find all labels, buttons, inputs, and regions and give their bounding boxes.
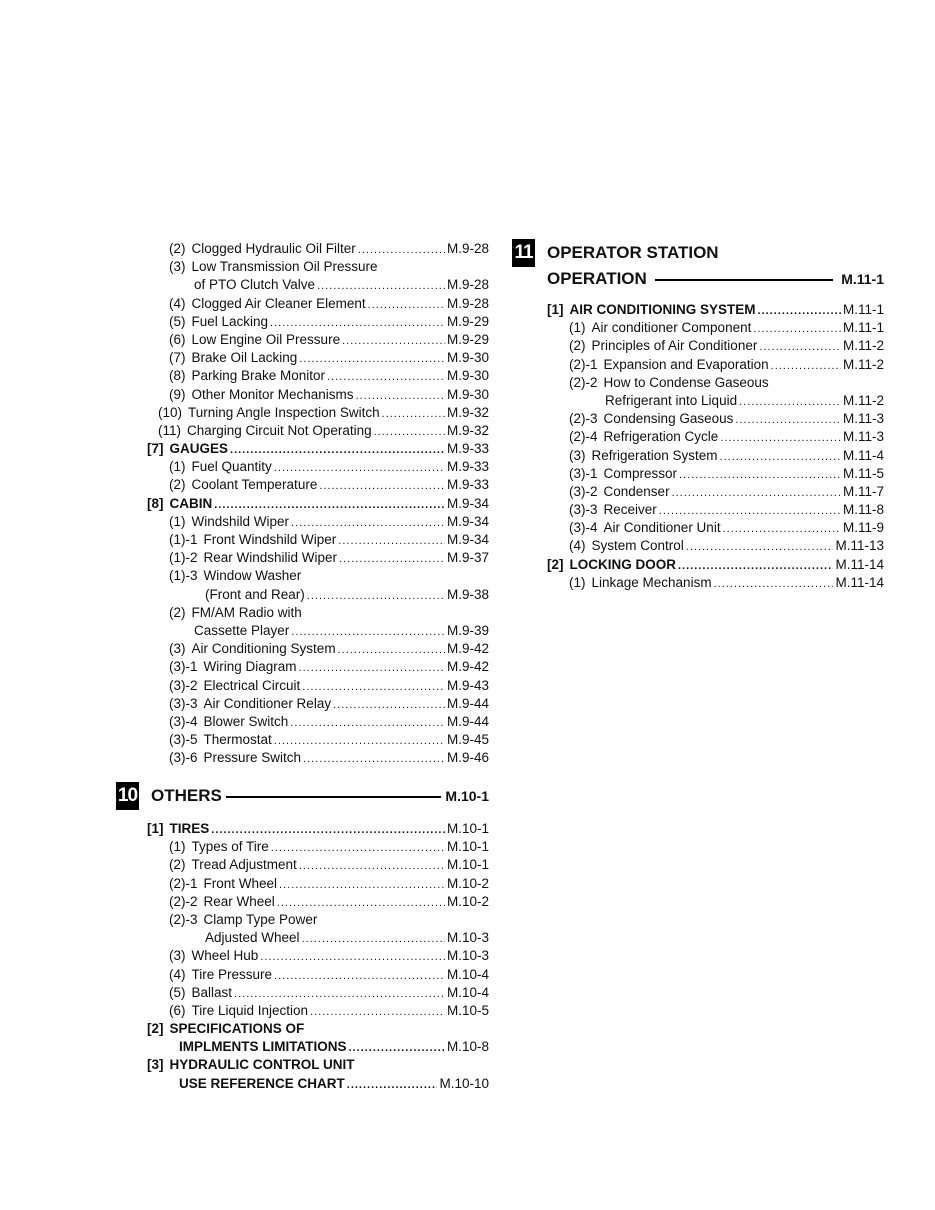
toc-entry [547,320,884,338]
toc-entry-title: Low Transmission Oil Pressure [191,259,378,275]
toc-entry-number: (2)-2 [169,893,198,909]
toc-entry-number: (6) [169,331,186,347]
toc-entry-number: (3)-2 [169,677,198,693]
toc-entry-page: M.11-8 [842,502,884,518]
toc-entry-page: M.10-5 [446,1002,489,1018]
toc-entry-page: M.10-4 [446,966,489,982]
toc-entry-title: Windshild Wiper [191,513,290,529]
toc-entry-number: (3)-2 [569,483,598,499]
toc-entry-page: M.9-42 [446,659,489,675]
toc-entry-title: Blower Switch [203,713,289,729]
toc-entry-page: M.11-7 [842,483,884,499]
toc-entry-page: M.9-44 [446,713,489,729]
toc-leader-dots [739,394,841,408]
toc-leader-dots [720,430,841,444]
toc-entry-title: GAUGES [169,441,229,457]
toc-entry-page: M.10-4 [446,984,489,1000]
toc-entry-number: (3)-1 [169,659,198,675]
toc-entry-page: M.9-46 [446,750,489,766]
toc-entry-number: (3)-3 [569,502,598,518]
toc-entry-title: FM/AM Radio with [191,604,302,620]
toc-entry [147,1076,489,1094]
toc-entry-page: M.10-8 [446,1039,489,1055]
section9-list [147,241,489,768]
toc-entry-page: M.11-1 [842,302,884,317]
toc-entry-title: Fuel Lacking [191,313,269,329]
toc-entry-page: M.9-30 [446,350,489,366]
toc-entry-number: (2)-1 [569,356,598,372]
toc-entry [147,641,489,659]
toc-entry-number: (9) [169,386,186,402]
toc-entry-title: of PTO Clutch Valve [194,277,316,293]
toc-entry-title: How to Condense Gaseous [603,374,769,390]
toc-entry [147,750,489,768]
toc-entry [147,967,489,985]
toc-entry-title: (Front and Rear) [205,586,305,602]
toc-leader-dots [348,1040,444,1054]
toc-entry [147,732,489,750]
toc-entry-number: (2) [169,241,186,256]
toc-entry-number: (6) [169,1002,186,1018]
toc-leader-dots [277,895,445,909]
toc-leader-dots [347,1077,438,1091]
toc-leader-dots [720,449,841,463]
toc-entry [547,411,884,429]
toc-entry-page: M.9-38 [446,586,489,602]
toc-leader-dots [333,697,445,711]
toc-leader-dots [374,424,445,438]
section10-header [116,782,489,810]
toc-entry [147,350,489,368]
toc-entry-page: M.11-14 [835,556,884,572]
toc-entry-title: Rear Windshilid Wiper [203,550,338,566]
toc-entry [547,357,884,375]
toc-entry [147,259,489,277]
toc-entry [147,605,489,623]
toc-leader-dots [274,968,445,982]
toc-entry-title: TIRES [169,821,210,836]
toc-leader-dots [679,467,841,481]
toc-entry-title: SPECIFICATIONS OF [169,1021,305,1037]
toc-entry-page: M.11-2 [842,338,884,354]
toc-leader-dots [338,642,445,656]
toc-entry-page: M.9-28 [446,241,489,256]
toc-entry-number: (5) [169,313,186,329]
toc-entry [547,575,884,593]
toc-entry-page: M.9-37 [446,550,489,566]
toc-entry-number: (2)-2 [569,374,598,390]
toc-entry-page: M.10-1 [446,821,489,836]
toc-entry-title: Air Conditioner Relay [203,695,332,711]
toc-entry [147,441,489,459]
toc-entry-number: (3)-1 [569,465,598,481]
section10-list [147,821,489,1094]
toc-leader-dots [214,497,445,511]
toc-entry [147,568,489,586]
toc-entry-page: M.11-9 [842,520,884,536]
section11-title-line1: OPERATOR STATION [547,243,719,262]
toc-leader-dots [274,460,445,474]
toc-leader-dots [735,412,841,426]
toc-entry-page: M.11-3 [842,429,884,445]
toc-entry-page: M.11-1 [842,320,884,336]
toc-entry-number: (1) [569,320,586,336]
toc-entry-page: M.9-44 [446,695,489,711]
toc-entry [147,423,489,441]
toc-entry-title: Rear Wheel [203,893,275,909]
toc-entry-page: M.9-45 [446,732,489,748]
toc-entry-title: Clamp Type Power [203,911,318,927]
toc-entry-page: M.10-3 [446,930,489,946]
toc-entry-page: M.9-28 [446,295,489,311]
section10-rule [226,796,442,798]
toc-entry-page: M.9-39 [446,622,489,638]
toc-entry [147,696,489,714]
toc-leader-dots [290,715,445,729]
toc-entry [147,314,489,332]
toc-entry-number: (7) [169,350,186,366]
toc-entry-page: M.11-2 [842,356,884,372]
toc-entry-number: (11) [158,422,182,438]
toc-leader-dots [723,521,841,535]
toc-entry-page: M.10-2 [446,893,489,909]
toc-entry [547,393,884,411]
toc-leader-dots [686,539,834,553]
toc-entry-page: M.9-29 [446,313,489,329]
toc-entry-title: Window Washer [203,568,302,584]
toc-entry-number: (4) [169,966,186,982]
toc-entry-number: (3)-4 [569,520,598,536]
toc-entry [147,332,489,350]
toc-entry-page: M.10-2 [446,875,489,891]
section10-badge: 10 [116,782,139,810]
toc-entry [147,985,489,1003]
toc-entry [547,484,884,502]
toc-entry-number: [8] [147,495,164,511]
toc-leader-dots [358,242,445,256]
toc-entry-title: Clogged Air Cleaner Element [191,295,366,311]
toc-leader-dots [302,679,445,693]
toc-leader-dots [759,339,841,353]
toc-entry-page: M.11-13 [835,538,884,554]
toc-entry [147,241,489,259]
toc-entry-title: Refrigeration System [591,447,718,463]
section11-page: M.11-1 [841,271,884,287]
toc-entry-number: (5) [169,984,186,1000]
toc-entry-title: Compressor [603,465,678,481]
toc-leader-dots [310,1004,445,1018]
toc-entry-title: Front Wheel [203,875,278,891]
toc-entry-page: M.9-34 [446,513,489,529]
toc-entry-number: (1) [569,574,586,590]
toc-leader-dots [279,877,445,891]
toc-entry-number: (2)-1 [169,875,198,891]
toc-leader-dots [317,278,445,292]
toc-leader-dots [307,588,445,602]
toc-entry-title: System Control [591,538,684,554]
toc-entry-number: (1)-1 [169,532,198,547]
toc-entry [147,821,489,839]
toc-entry-title: Linkage Mechanism [591,574,712,590]
toc-entry-page: M.11-14 [835,574,884,590]
toc-entry-page: M.11-4 [842,447,884,463]
toc-leader-dots [302,931,445,945]
section11-badge: 11 [512,239,535,267]
toc-entry-number: (2)-3 [569,411,598,427]
toc-entry-title: Refrigerant into Liquid [605,392,738,408]
toc-leader-dots [260,949,445,963]
toc-leader-dots [270,315,445,329]
toc-entry-number: [2] [547,556,564,572]
toc-entry-title: Cassette Player [194,622,290,638]
section10-title: OTHERS [151,786,222,805]
toc-entry [147,477,489,495]
toc-entry-number: (3) [169,641,186,657]
toc-entry-title: Brake Oil Lacking [191,350,298,366]
toc-entry-title: Adjusted Wheel [205,930,300,946]
section11-title-line2: OPERATION [547,269,647,288]
toc-entry-title: Tread Adjustment [191,857,297,873]
toc-entry-number: (1) [169,513,186,529]
toc-leader-dots [274,733,445,747]
toc-entry-number: (2) [169,857,186,873]
toc-entry [147,1039,489,1057]
toc-entry-page: M.9-30 [446,368,489,384]
toc-entry-page: M.9-43 [446,677,489,693]
toc-leader-dots [319,478,445,492]
toc-entry [147,1003,489,1021]
toc-entry-number: (3)-3 [169,695,198,711]
toc-entry [547,466,884,484]
toc-leader-dots [299,660,445,674]
toc-entry-title: Refrigeration Cycle [603,429,719,445]
toc-entry-number: [3] [147,1057,164,1073]
toc-entry-number: (2) [569,338,586,354]
toc-entry-number: [2] [147,1021,164,1037]
toc-entry-title: CABIN [169,495,213,511]
toc-entry-title: Front Windshild Wiper [203,532,337,547]
toc-entry-title: Coolant Temperature [191,477,318,493]
toc-entry [547,557,884,575]
toc-entry-title: Other Monitor Mechanisms [191,386,354,402]
toc-entry-title: Parking Brake Monitor [191,368,326,384]
section11-rule [655,279,833,281]
section10-page: M.10-1 [445,788,489,804]
toc-leader-dots [753,321,841,335]
toc-entry-title: Tire Pressure [191,966,273,982]
toc-entry [147,1057,489,1075]
toc-leader-dots [211,822,445,836]
toc-entry-page: M.10-1 [446,839,489,855]
toc-entry-number: (3) [169,259,186,275]
toc-leader-dots [758,303,841,317]
toc-entry-page: M.9-42 [446,641,489,657]
toc-entry-title: Types of Tire [191,839,269,855]
toc-entry-title: Air Conditioning System [191,641,336,657]
toc-entry [547,538,884,556]
toc-entry [147,623,489,641]
section11-list [547,302,884,593]
toc-entry-page: M.9-29 [446,331,489,347]
toc-leader-dots [299,858,445,872]
toc-entry-page: M.11-3 [842,411,884,427]
toc-leader-dots [672,485,841,499]
toc-entry [147,532,489,550]
toc-entry-title: AIR CONDITIONING SYSTEM [569,302,756,317]
toc-entry [547,429,884,447]
toc-leader-dots [659,503,841,517]
toc-entry-number: (2)-4 [569,429,598,445]
toc-entry-title: HYDRAULIC CONTROL UNIT [169,1057,355,1073]
toc-entry-title: Electrical Circuit [203,677,301,693]
toc-entry-page: M.9-28 [446,277,489,293]
toc-leader-dots [342,333,445,347]
toc-entry-title: Fuel Quantity [191,459,272,475]
toc-entry [147,459,489,477]
toc-entry-number: [1] [547,302,564,317]
toc-leader-dots [339,551,445,565]
toc-entry-title: Expansion and Evaporation [603,356,769,372]
toc-entry [147,659,489,677]
toc-entry [147,587,489,605]
toc-entry-title: Ballast [191,984,233,1000]
toc-leader-dots [327,369,445,383]
toc-entry-number: (3)-5 [169,732,198,748]
toc-entry [147,1021,489,1039]
toc-entry [147,405,489,423]
toc-entry-title: Low Engine Oil Pressure [191,331,341,347]
toc-leader-dots [356,388,445,402]
toc-entry-title: Air Conditioner Unit [603,520,721,536]
toc-entry-title: IMPLMENTS LIMITATIONS [179,1039,347,1055]
toc-leader-dots [771,358,841,372]
toc-entry-number: (1)-3 [169,568,198,584]
toc-entry [147,948,489,966]
toc-entry [147,912,489,930]
toc-entry-title: Tire Liquid Injection [191,1002,309,1018]
toc-entry-number: (2) [169,477,186,493]
toc-leader-dots [303,751,445,765]
toc-leader-dots [338,533,445,547]
toc-entry-number: (1)-2 [169,550,198,566]
toc-entry-number: (3)-6 [169,750,198,766]
toc-entry-title: Condensing Gaseous [603,411,734,427]
toc-entry-page: M.11-2 [842,392,884,408]
section11-header [512,239,884,289]
toc-entry-page: M.9-32 [446,422,489,438]
toc-entry [547,302,884,320]
toc-entry [147,930,489,948]
toc-entry-number: (2)-3 [169,911,198,927]
toc-entry-number: (4) [569,538,586,554]
toc-entry [147,678,489,696]
toc-leader-dots [234,986,445,1000]
toc-entry-number: (3)-4 [169,713,198,729]
toc-entry [147,296,489,314]
toc-entry [147,857,489,875]
toc-entry-title: Principles of Air Conditioner [591,338,758,354]
toc-entry-title: Wheel Hub [191,948,259,964]
toc-entry-number: (10) [158,404,183,420]
toc-entry-number: (3) [569,447,586,463]
toc-leader-dots [271,840,445,854]
toc-entry-number: (1) [169,459,186,475]
toc-leader-dots [368,297,445,311]
toc-entry [147,839,489,857]
toc-entry [147,277,489,295]
toc-entry-page: M.9-34 [446,495,489,511]
toc-entry-number: (1) [169,839,186,855]
toc-entry-title: Wiring Diagram [203,659,297,675]
toc-entry [547,375,884,393]
toc-entry-title: Thermostat [203,732,272,748]
toc-entry-page: M.9-33 [446,441,489,457]
toc-entry [147,550,489,568]
toc-entry-page: M.9-32 [446,404,489,420]
toc-entry-number: (3) [169,948,186,964]
toc-entry-title: Pressure Switch [203,750,302,766]
toc-entry [147,368,489,386]
toc-entry-page: M.10-10 [439,1075,489,1091]
toc-entry [147,894,489,912]
toc-entry-page: M.9-30 [446,386,489,402]
toc-entry-title: Condenser [603,483,670,499]
toc-entry-number: (8) [169,368,186,384]
toc-entry [547,338,884,356]
toc-entry-number: [1] [147,821,164,836]
toc-entry-page: M.11-5 [842,465,884,481]
toc-entry-title: Charging Circuit Not Operating [187,422,372,438]
toc-entry [147,876,489,894]
toc-entry-number: [7] [147,441,164,457]
toc-leader-dots [230,442,445,456]
toc-entry [147,514,489,532]
toc-entry-number: (2) [169,604,186,620]
toc-leader-dots [714,576,834,590]
toc-entry [147,387,489,405]
toc-entry [147,496,489,514]
toc-leader-dots [291,624,445,638]
toc-entry-page: M.10-1 [446,857,489,873]
toc-leader-dots [678,558,833,572]
toc-entry-title: USE REFERENCE CHART [179,1075,345,1091]
toc-entry-title: Receiver [603,502,657,518]
toc-entry-title: Air conditioner Component [591,320,752,336]
toc-entry-page: M.10-3 [446,948,489,964]
toc-leader-dots [291,515,445,529]
toc-entry-number: (4) [169,295,186,311]
toc-entry [547,520,884,538]
toc-entry-title: LOCKING DOOR [569,556,676,572]
toc-entry [147,714,489,732]
toc-entry-page: M.9-33 [446,477,489,493]
toc-entry-page: M.9-33 [446,459,489,475]
toc-entry [547,502,884,520]
toc-leader-dots [382,406,445,420]
toc-entry-title: Turning Angle Inspection Switch [188,404,380,420]
toc-entry-page: M.9-34 [446,532,489,547]
toc-entry [547,448,884,466]
toc-leader-dots [299,351,445,365]
toc-entry-title: Clogged Hydraulic Oil Filter [191,241,356,256]
